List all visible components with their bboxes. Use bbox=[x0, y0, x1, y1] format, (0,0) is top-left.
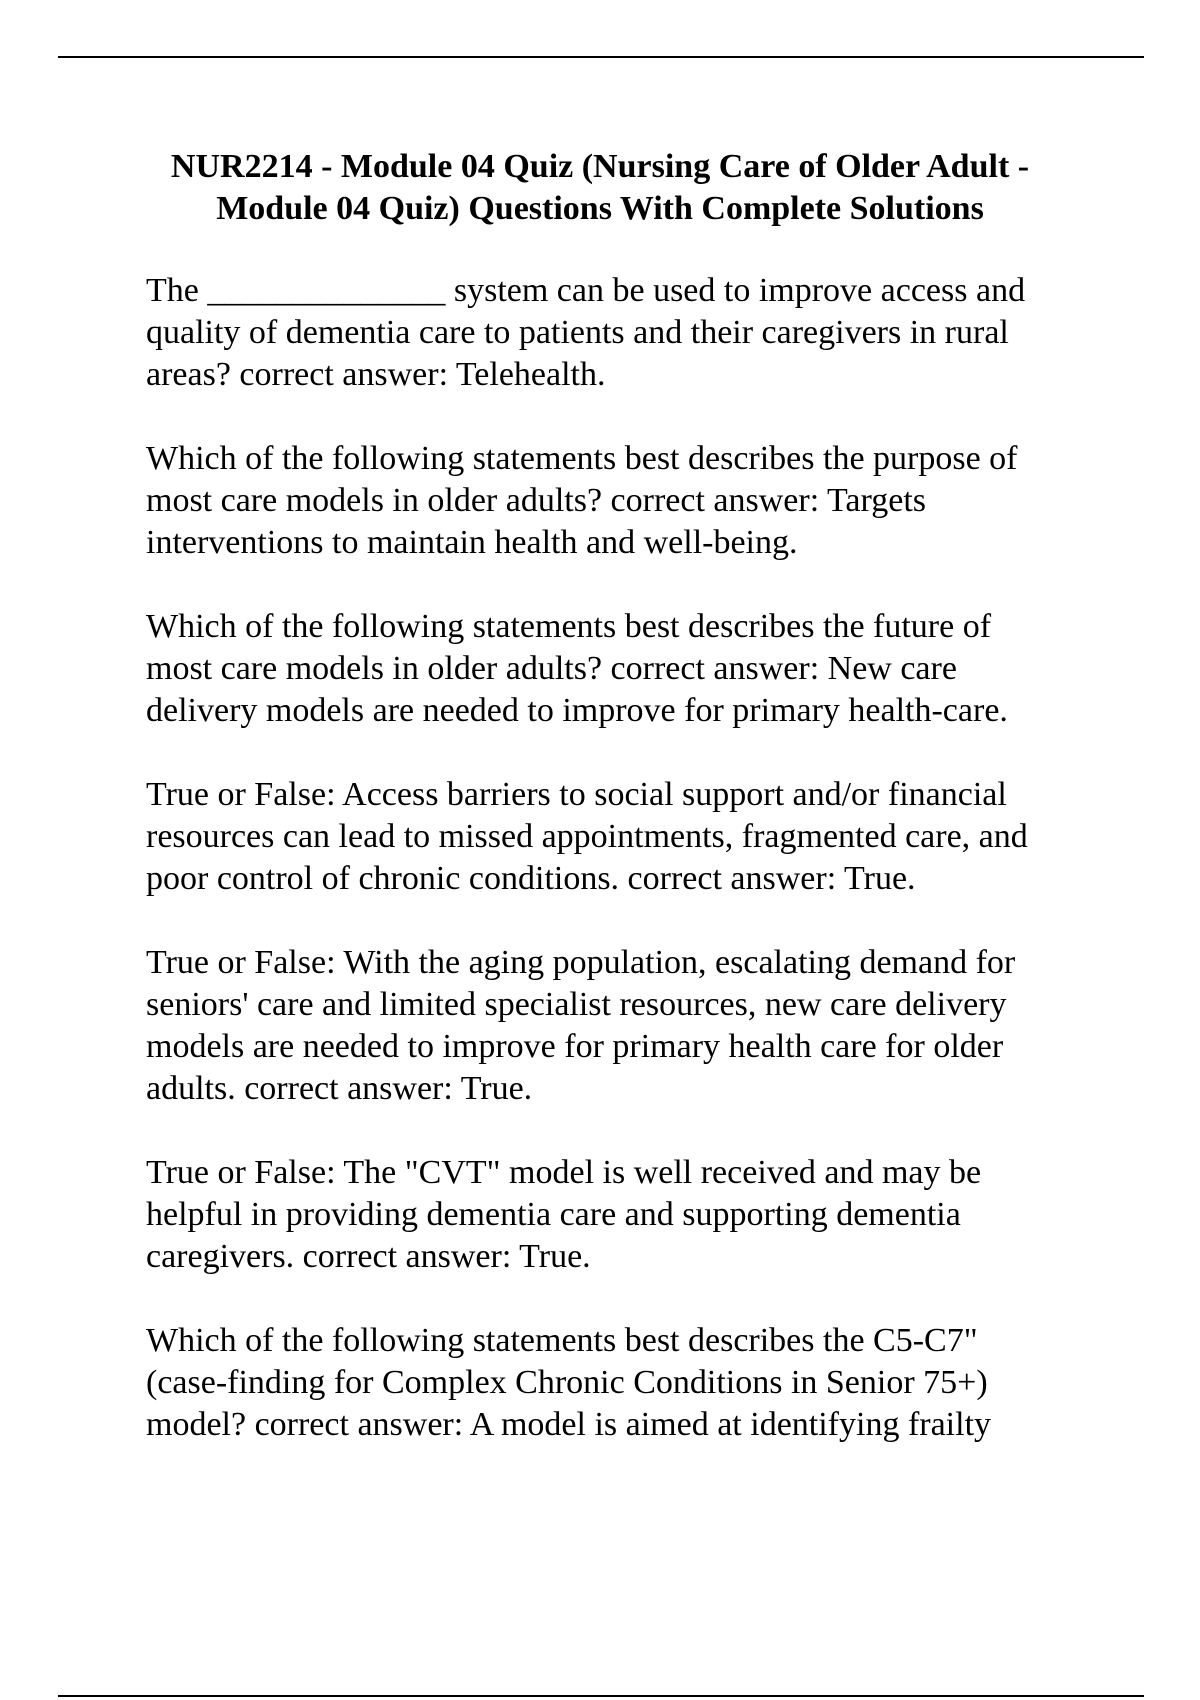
text-line: most care models in older adults? correct answer: Targets bbox=[146, 482, 926, 519]
text-line: models are needed to improve for primary health care for older bbox=[146, 1028, 1004, 1065]
text-line: helpful in providing dementia care and supporting dementia bbox=[146, 1196, 961, 1233]
text-line: quality of dementia care to patients and their caregivers in rural bbox=[146, 314, 1009, 351]
text-line: True or False: Access barriers to social support and/or financial bbox=[146, 776, 1007, 813]
text-line: (case-finding for Complex Chronic Conditions in Senior 75+) bbox=[146, 1364, 988, 1401]
text-line: model? correct answer: A model is aimed at identifying frailty bbox=[146, 1406, 992, 1443]
text-line: delivery models are needed to improve for primary health-care. bbox=[146, 692, 1008, 729]
text-line: Which of the following statements best describes the future of bbox=[146, 608, 992, 645]
text-line: seniors' care and limited specialist resources, new care delivery bbox=[146, 986, 1007, 1023]
question-answer-item bbox=[146, 774, 1106, 900]
title-line: Module 04 Quiz) Questions With Complete Solutions bbox=[216, 190, 984, 227]
text-line: Which of the following statements best describes the purpose of bbox=[146, 440, 1018, 477]
question-answer-item bbox=[146, 606, 1106, 732]
text-line: The ______________ system can be used to improve access and bbox=[146, 272, 1026, 309]
question-answer-item bbox=[146, 1320, 1106, 1446]
text-line: areas? correct answer: Telehealth. bbox=[146, 356, 606, 393]
text-line: most care models in older adults? correct answer: New care bbox=[146, 650, 957, 687]
question-answer-item bbox=[146, 942, 1106, 1110]
question-answer-item bbox=[146, 1152, 1106, 1278]
text-line: True or False: With the aging population, escalating demand for bbox=[146, 944, 1016, 981]
text-line: True or False: The "CVT" model is well received and may be bbox=[146, 1154, 982, 1191]
text-line: caregivers. correct answer: True. bbox=[146, 1238, 591, 1275]
text-line: interventions to maintain health and well-being. bbox=[146, 524, 798, 561]
footer-rule bbox=[58, 1695, 1144, 1697]
question-answer-item bbox=[146, 438, 1106, 564]
question-answer-item bbox=[146, 270, 1106, 396]
document-body bbox=[146, 270, 1106, 1488]
text-line: adults. correct answer: True. bbox=[146, 1070, 533, 1107]
header-rule bbox=[58, 56, 1144, 58]
title-line: NUR2214 - Module 04 Quiz (Nursing Care of Older Adult - bbox=[170, 148, 1030, 185]
document-title bbox=[100, 146, 1100, 230]
text-line: Which of the following statements best describes the C5-C7" bbox=[146, 1322, 978, 1359]
text-line: resources can lead to missed appointments, fragmented care, and bbox=[146, 818, 1028, 855]
text-line: poor control of chronic conditions. correct answer: True. bbox=[146, 860, 916, 897]
